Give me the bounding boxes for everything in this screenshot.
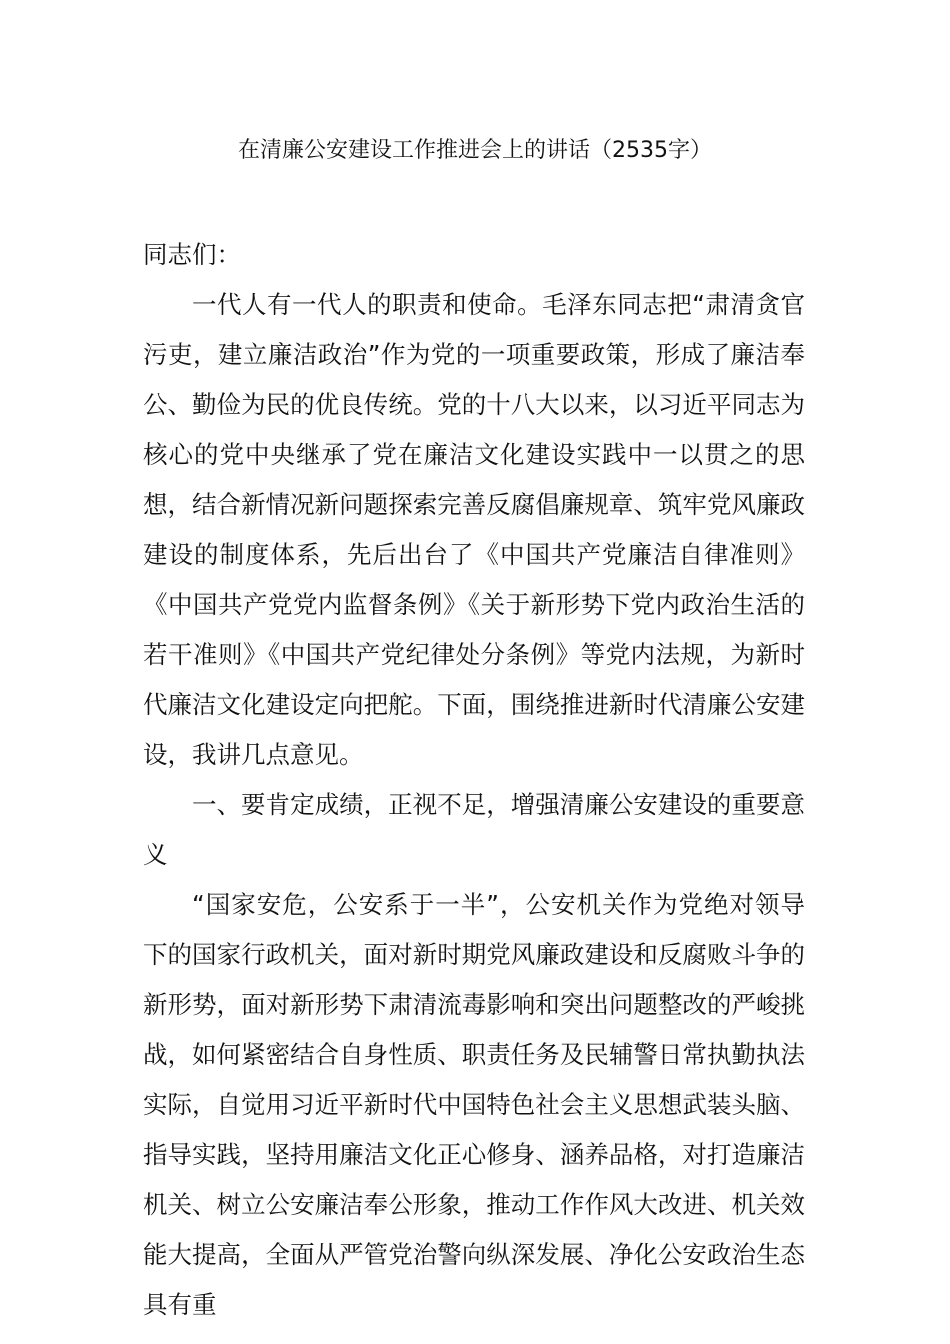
document-title: 在清廉公安建设工作推进会上的讲话（2535字） [238,138,712,163]
section-heading-1: 一、要肯定成绩，正视不足，增强清廉公安建设的重要意义 [143,790,805,869]
paragraph-section-1: “国家安危，公安系于一半”，公安机关作为党绝对领导下的国家行政机关，面对新时期党风廉政建设和反腐败斗争的新形势，面对新形势下肃清流毒影响和突出问题整改的严峻挑战，如何紧密结合自身性质、职责任务及民辅警日常执勤执法实际，自觉用习近平新时代中国特色社会主义思想武装头脑、指导实践，坚持用廉洁文化正心修身、涵养品格，对打造廉洁机关、树立公安廉洁奉公形象，推动工作作风大改进、机关效能大提高，全面从严管党治警向纵深发展、净化公安政治生态具有重 [143,890,805,1319]
document-body [143,230,805,1330]
paragraph-intro: 一代人有一代人的职责和使命。毛泽东同志把“肃清贪官污吏，建立廉洁政治”作为党的一项重要政策，形成了廉洁奉公、勤俭为民的优良传统。党的十八大以来，以习近平同志为核心的党中央继承了党在廉洁文化建设实践中一以贯之的思想，结合新情况新问题探索完善反腐倡廉规章、筑牢党风廉政建设的制度体系，先后出台了《中国共产党廉洁自律准则》《中国共产党党内监督条例》《关于新形势下党内政治生活的若干准则》《中国共产党纪律处分条例》等党内法规，为新时代廉洁文化建设定向把舵。下面，围绕推进新时代清廉公安建设，我讲几点意见。 [143,290,805,769]
salutation: 同志们： [143,240,241,269]
